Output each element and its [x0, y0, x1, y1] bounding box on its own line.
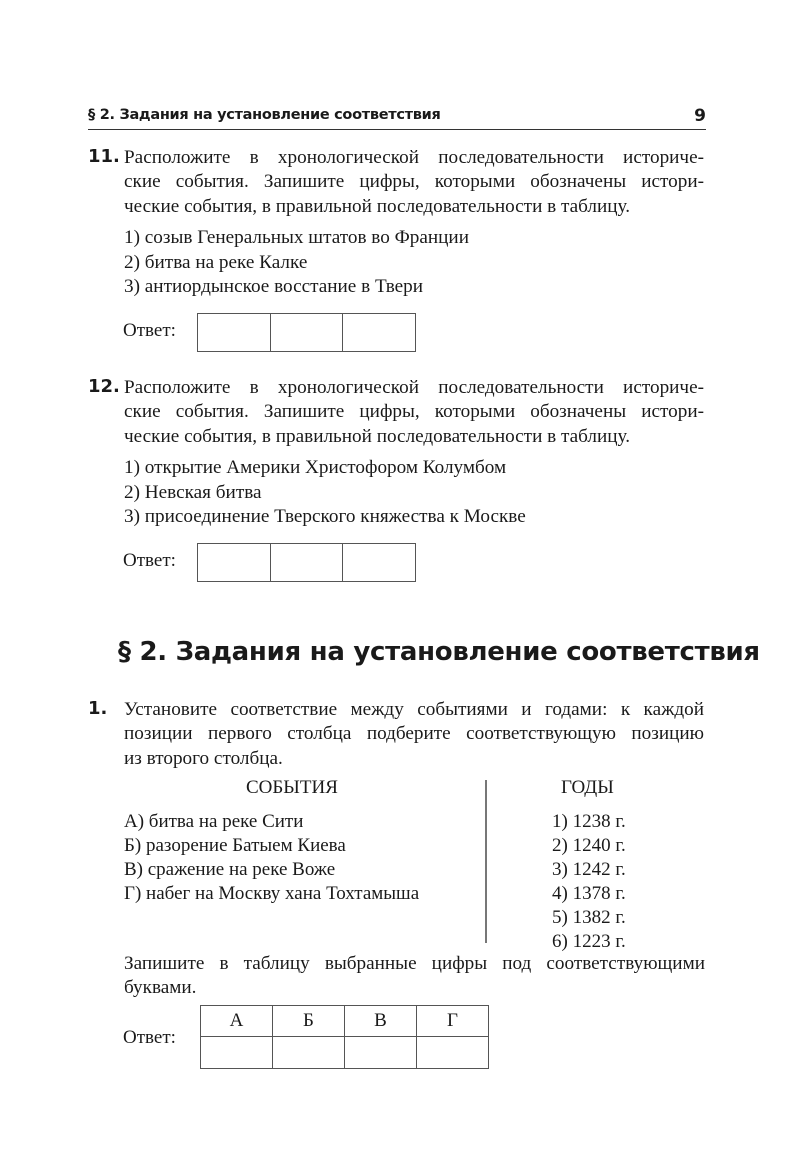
column-divider — [485, 780, 487, 943]
option-item: 2) Невская битва — [124, 481, 262, 503]
events-list — [124, 810, 419, 906]
year-item: 5) 1382 г. — [552, 907, 626, 928]
task-text-line: ческие события, в правильной последовательности в таблицу. — [124, 195, 630, 217]
option-item: 2) битва на реке Калке — [124, 251, 308, 273]
answer-table-header-b: Б — [273, 1006, 345, 1037]
answer-box-task-12 — [197, 543, 416, 582]
answer-label: Ответ: — [123, 320, 176, 341]
answer-cell[interactable] — [198, 544, 271, 581]
year-item: 1) 1238 г. — [552, 811, 626, 832]
option-item: 1) созыв Генеральных штатов во Франции — [124, 227, 469, 248]
answer-cell[interactable] — [343, 544, 415, 581]
event-item: Г) набег на Москву хана Тохтамыша — [124, 883, 420, 904]
page-number: 9 — [694, 106, 706, 126]
answer-cell[interactable] — [271, 314, 344, 351]
answer-cell-g[interactable] — [417, 1037, 489, 1069]
answer-label: Ответ: — [123, 550, 176, 571]
section-title: § 2. Задания на установление соответствия — [118, 637, 760, 667]
answer-cell[interactable] — [343, 314, 415, 351]
answer-table-value-row — [201, 1037, 489, 1069]
answer-cell-v[interactable] — [345, 1037, 417, 1069]
answer-table — [200, 1005, 489, 1069]
answer-box-task-11 — [197, 313, 416, 352]
answer-table-header-v: В — [345, 1006, 417, 1037]
answer-table-header-a: А — [201, 1006, 273, 1037]
task-text-line: ческие события, в правильной последовательности в таблицу. — [124, 425, 630, 447]
task-text-line: из второго столбца. — [124, 747, 283, 769]
answer-cell[interactable] — [271, 544, 344, 581]
year-item: 2) 1240 г. — [552, 835, 626, 856]
task-number: 12. — [88, 376, 120, 397]
option-item: 3) антиордынское восстание в Твери — [124, 276, 424, 297]
event-item: В) сражение на реке Воже — [124, 859, 336, 880]
option-item: 3) присоединение Тверского княжества к Москве — [124, 506, 526, 527]
event-item: А) битва на реке Сити — [124, 811, 304, 832]
year-item: 3) 1242 г. — [552, 859, 626, 880]
events-column-header: СОБЫТИЯ — [246, 777, 338, 798]
answer-cell[interactable] — [198, 314, 271, 351]
answer-cell-a[interactable] — [201, 1037, 273, 1069]
option-item: 1) открытие Америки Христофором Колумбом — [124, 457, 507, 478]
event-item: Б) разорение Батыем Киева — [124, 835, 346, 856]
year-item: 4) 1378 г. — [552, 883, 626, 904]
answer-cell-b[interactable] — [273, 1037, 345, 1069]
answer-label: Ответ: — [123, 1027, 176, 1048]
instruction-line: Запишите в таблицу выбранные цифры под соответствующими — [124, 953, 705, 974]
task-text-line: позиции первого столбца подберите соответствующую позицию — [124, 723, 704, 745]
task-number: 11. — [88, 146, 120, 167]
task-options — [124, 456, 526, 530]
running-head — [88, 105, 706, 130]
task-text-line: Расположите в хронологической последовательности историче- — [124, 147, 704, 168]
instruction-text — [124, 952, 705, 1001]
answer-table-header-g: Г — [417, 1006, 489, 1037]
years-column-header: ГОДЫ — [561, 777, 614, 798]
task-text-line: Расположите в хронологической последовательности историче- — [124, 377, 704, 398]
task-number: 1. — [88, 698, 108, 719]
task-text — [124, 376, 704, 449]
instruction-line: буквами. — [124, 977, 197, 999]
year-item: 6) 1223 г. — [552, 931, 626, 952]
years-list — [552, 810, 626, 954]
task-text — [124, 698, 704, 771]
answer-table-header-row — [201, 1006, 489, 1037]
running-head-title: § 2. Задания на установление соответствия — [88, 107, 441, 123]
task-options — [124, 226, 469, 300]
task-text-line: ские события. Запишите цифры, которыми обозначены истори- — [124, 401, 704, 423]
task-text-line: Установите соответствие между событиями и годами: к каждой — [124, 699, 704, 720]
task-text — [124, 146, 704, 219]
task-text-line: ские события. Запишите цифры, которыми обозначены истори- — [124, 171, 704, 193]
